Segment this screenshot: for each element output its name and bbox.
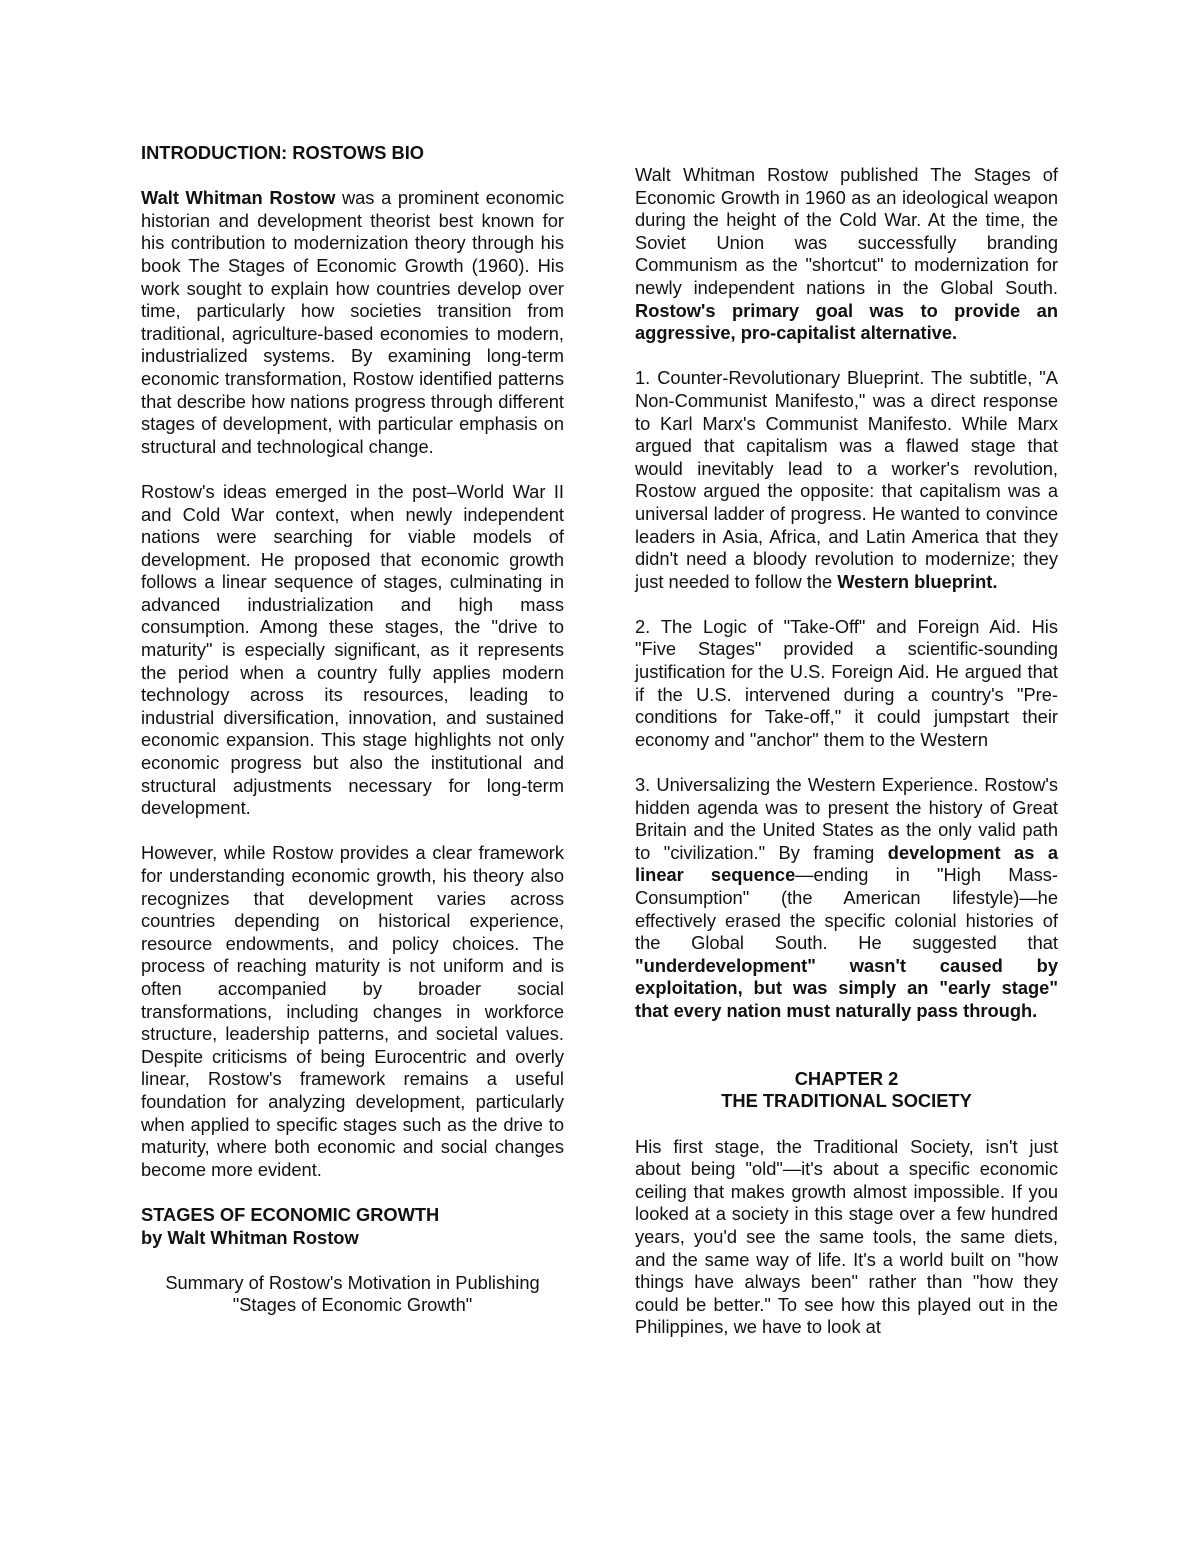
universalizing-bold-1: development as a linear sequence [635,841,1058,886]
stages-byline: by Walt Whitman Rostow [141,1226,359,1248]
summary-title-line1: Summary of Rostow's Motivation in Publishing [165,1271,540,1293]
universalizing-text-1: 3. Universalizing the Western Experience. Rostow's hidden agenda was to present the history of Great Britain and the United States as the only valid path to "civilization." By framing [635,774,1058,863]
chapter-label: CHAPTER 2 [794,1067,899,1089]
summary-title [141,1272,564,1317]
universalizing-bold-2: "underdevelopment" wasn't caused by exploitation, but was simply an "early stage" that every nation must naturally pass through. [635,954,1058,1021]
motivation-text: Walt Whitman Rostow published The Stages of Economic Growth in 1960 as an ideological weapon during the height of the Cold War. At the time, the Soviet Union was successfully branding Communism as the "shortcut" to modernization for newly independent nations in the Global South. [635,164,1058,298]
left-column [141,142,564,1317]
bio-paragraph [141,187,564,458]
bio-paragraph-text: was a prominent economic historian and development theorist best known for his contribution to modernization theory through his book The Stages of Economic Growth (1960). His work sought to explain how countries develop over time, particularly how societies transition from traditional, agriculture-based economies to modern, industrialized systems. By examining long-term economic transformation, Rostow identified patterns that describe how nations progress through different stages of development, with particular emphasis on structural and technological change. [141,187,564,457]
universalizing-text-2: —ending in "High Mass-Consumption" (the American lifestyle)—he effectively erased the specific colonial histories of the Global South. He suggested that [635,864,1058,954]
motivation-paragraph [635,164,1058,345]
take-off-paragraph: 2. The Logic of "Take-Off" and Foreign Aid. His "Five Stages" provided a scientific-sounding justification for the U.S. Foreign Aid. He argued that if the U.S. intervened during a country's "Pre-conditions for Take-off," it could jumpstart their economy and "anchor" them to the Western [635,615,1058,750]
chapter-title: THE TRADITIONAL SOCIETY [721,1090,972,1112]
counter-revolutionary-text: 1. Counter-Revolutionary Blueprint. The subtitle, "A Non-Communist Manifesto," was a direct response to Karl Marx's Communist Manifesto. While Marx argued that capitalism was a flawed stage that would inevitably lead to a worker's revolution, Rostow argued the opposite: that capitalism was a universal ladder of progress. He wanted to convince leaders in Asia, Africa, and Latin America that they didn't need a bloody revolution to modernize; they just needed to follow the [635,367,1058,592]
intro-heading: INTRODUCTION: ROSTOWS BIO [141,142,425,163]
motivation-bold: Rostow's primary goal was to provide an aggressive, pro-capitalist alternative. [635,299,1058,344]
counter-revolutionary-bold: Western blueprint. [837,570,998,592]
stages-heading: STAGES OF ECONOMIC GROWTH [141,1203,440,1225]
traditional-society-paragraph: His first stage, the Traditional Society, isn't just about being "old"—it's about a specific economic ceiling that makes growth almost impossible. If you looked at a society in this stage over a few hundred years, you'd see the same tools, the same diets, and the same way of life. It's a world built on "how things have always been" rather than "how they could be better." To see how this played out in the Philippines, we have to look at [635,1135,1058,1338]
context-paragraph: Rostow's ideas emerged in the post–World War II and Cold War context, when newly independent nations were searching for viable models of development. He proposed that economic growth follows a linear sequence of stages, culminating in advanced industrialization and high mass consumption. Among these stages, the "drive to maturity" is especially significant, as it represents the period when a country fully applies modern technology across its resources, leading to industrial diversification, innovation, and sustained economic expansion. This stage highlights not only economic progress but also the institutional and structural adjustments necessary for long-term development. [141,480,564,819]
bio-lead-name: Walt Whitman Rostow [141,187,336,209]
right-column [635,164,1058,1339]
universalizing-paragraph [635,774,1058,1023]
summary-title-line2: "Stages of Economic Growth" [232,1294,473,1316]
counter-revolutionary-paragraph [635,367,1058,593]
criticism-paragraph: However, while Rostow provides a clear framework for understanding economic growth, his theory also recognizes that development varies across countries depending on historical experience, resource endowments, and policy choices. The process of reaching maturity is not uniform and is often accompanied by broader social transformations, including changes in workforce structure, leadership patterns, and societal values. Despite criticisms of being Eurocentric and overly linear, Rostow's framework remains a useful foundation for analyzing development, particularly when applied to specific stages such as the drive to maturity, where both economic and social changes become more evident. [141,842,564,1180]
